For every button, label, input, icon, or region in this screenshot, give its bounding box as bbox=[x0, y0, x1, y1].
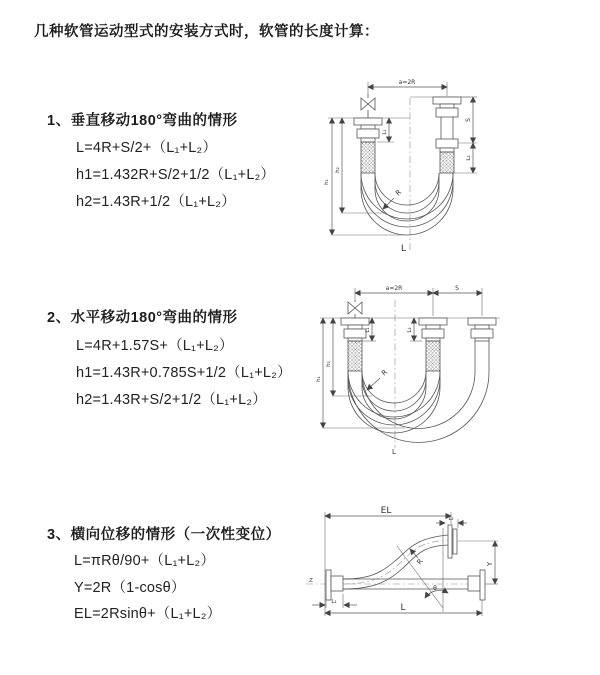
section-2-heading: 2、水平移动180°弯曲的情形 bbox=[47, 310, 238, 326]
right-fitting bbox=[433, 97, 461, 173]
section-1-formula-h1: h1=1.432R+S/2+1/2（L₁+L₂） bbox=[76, 167, 276, 183]
label-L1: L₁ bbox=[331, 599, 337, 605]
dim-a2R bbox=[355, 285, 433, 316]
left-flange bbox=[326, 570, 343, 600]
label-S: S bbox=[455, 285, 459, 292]
right-fitting-displaced bbox=[468, 318, 496, 372]
label-theta: θ bbox=[433, 585, 437, 592]
label-h2: h₂ bbox=[335, 167, 341, 173]
label-L1: L₁ bbox=[382, 129, 388, 135]
page-title: 几种软管运动型式的安装方式时，软管的长度计算： bbox=[34, 24, 379, 40]
section-3-formula-L: L=πRθ/90+（L₁+L₂） bbox=[74, 553, 216, 569]
middle-fitting bbox=[419, 318, 447, 371]
dim-S bbox=[433, 285, 482, 316]
label-L-total: L bbox=[400, 603, 406, 613]
label-L2: L₂ bbox=[448, 516, 454, 522]
section-2-formula-h1: h1=1.43R+0.785S+1/2（L₁+L₂） bbox=[76, 365, 292, 381]
braided-hose-left bbox=[348, 341, 362, 371]
label-h1: h₁ bbox=[316, 376, 322, 382]
dim-EL bbox=[325, 506, 454, 616]
valve-icon bbox=[361, 94, 375, 118]
label-L1: L₁ bbox=[365, 327, 371, 333]
braided-hose-right bbox=[440, 152, 454, 173]
left-fitting bbox=[354, 118, 382, 173]
label-Y: Y bbox=[486, 561, 494, 567]
diagram-horizontal-180-bend bbox=[310, 276, 600, 471]
section-1-formula-L: L=4R+S/2+（L₁+L₂） bbox=[76, 140, 218, 156]
diagram-lateral-displacement bbox=[298, 498, 598, 673]
label-R: R bbox=[415, 557, 425, 567]
right-flange-original bbox=[468, 570, 485, 600]
label-R: R bbox=[394, 188, 404, 198]
label-axis: Z bbox=[309, 578, 313, 584]
section-1-heading: 1、垂直移动180°弯曲的情形 bbox=[47, 113, 238, 129]
label-L2: L₂ bbox=[466, 155, 472, 161]
label-S: S bbox=[465, 118, 472, 122]
label-R: R bbox=[380, 368, 390, 378]
hose-u-arcs-near bbox=[348, 371, 440, 433]
label-L-total: L bbox=[400, 244, 406, 254]
s-curve-hose bbox=[343, 535, 448, 589]
diagram-vertical-180-bend bbox=[310, 70, 600, 260]
dim-L1 bbox=[312, 594, 357, 608]
right-flange-displaced bbox=[448, 525, 457, 558]
braided-hose-left bbox=[361, 142, 375, 173]
label-a2R: a=2R bbox=[385, 285, 403, 292]
section-1-formula-h2: h2=1.43R+1/2（L₁+L₂） bbox=[76, 194, 236, 210]
label-h1: h₁ bbox=[324, 179, 330, 185]
valve-icon bbox=[348, 300, 362, 318]
dim-a2R bbox=[368, 79, 447, 96]
section-2-formula-L: L=4R+1.57S+（L₁+L₂） bbox=[76, 338, 234, 354]
radius-callout bbox=[383, 188, 403, 209]
dim-L bbox=[325, 600, 482, 616]
hose-u-arcs bbox=[361, 173, 453, 235]
radius-callout bbox=[367, 368, 389, 390]
section-3-formula-Y: Y=2R（1-cosθ） bbox=[74, 580, 186, 596]
section-3-formula-EL: EL=2Rsinθ+（L₁+L₂） bbox=[74, 606, 222, 622]
braided-hose-middle bbox=[426, 341, 440, 371]
label-h2: h₂ bbox=[326, 361, 332, 367]
label-L2: L₂ bbox=[407, 327, 413, 333]
label-EL: EL bbox=[380, 506, 392, 516]
label-a2R: a=2R bbox=[398, 79, 416, 86]
label-L-total: L bbox=[392, 448, 396, 456]
section-2-formula-h2: h2=1.43R+S/2+1/2（L₁+L₂） bbox=[76, 392, 267, 408]
section-3-heading: 3、横向位移的情形（一次性变位） bbox=[47, 527, 281, 543]
left-fitting bbox=[341, 318, 369, 371]
